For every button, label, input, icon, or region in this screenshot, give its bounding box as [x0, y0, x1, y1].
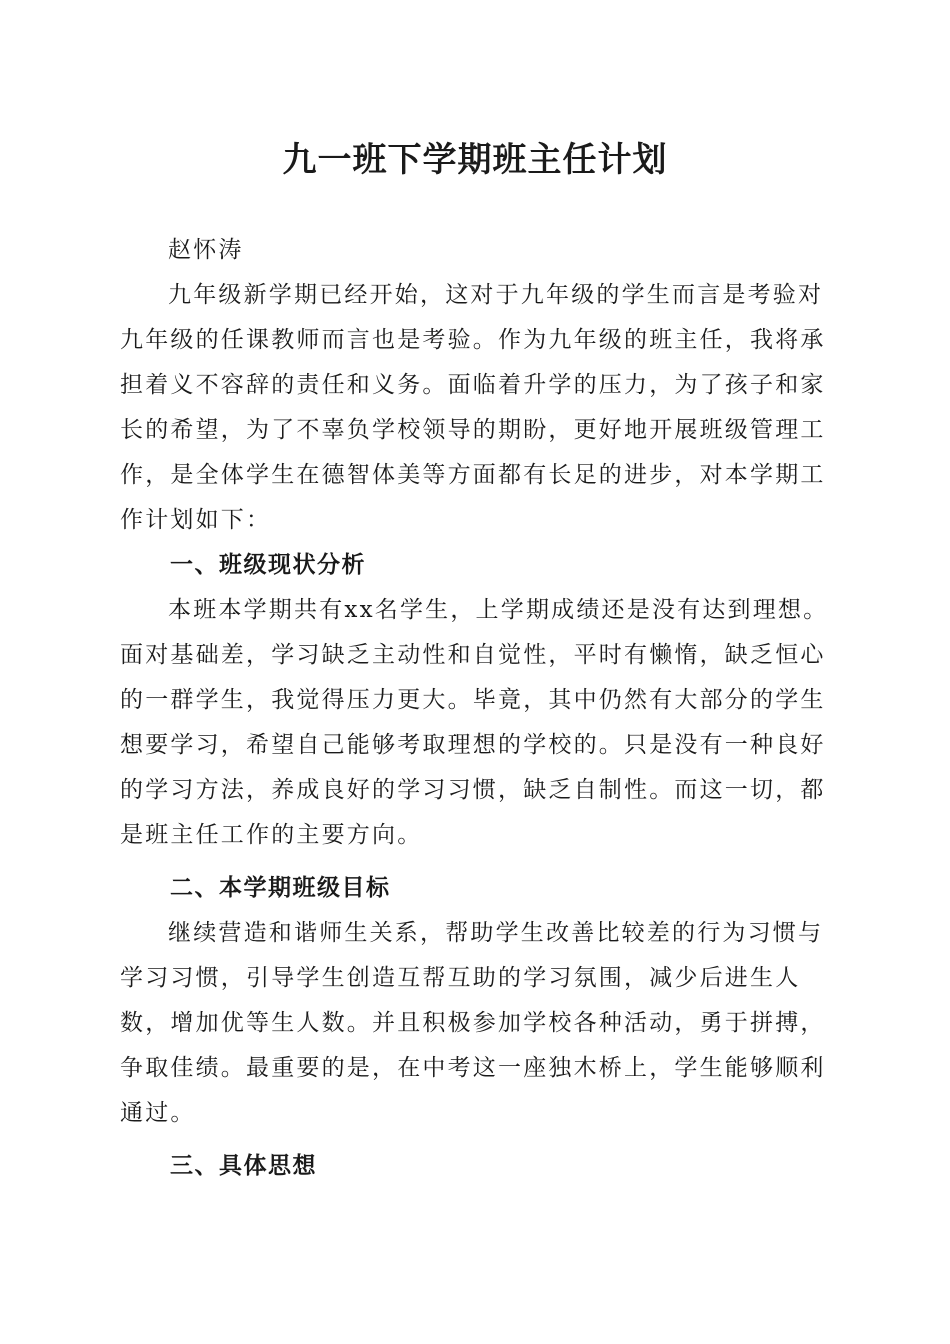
- document-title: 九一班下学期班主任计划: [282, 140, 668, 180]
- intro-paragraph: 九年级新学期已经开始，这对于九年级的学生而言是考验对九年级的任课教师而言也是考验。作为九年级的班主任，我将承担着义不容辞的责任和义务。面临着升学的压力，为了孩子和家长的希望，为了不辜负学校领导的期盼，更好地开展班级管理工作，是全体学生在德智体美等方面都有长足的进步，对本学期工作计划如下：: [120, 282, 826, 533]
- section-paragraph-2: 继续营造和谐师生关系，帮助学生改善比较差的行为习惯与学习习惯，引导学生创造互帮互助的学习氛围，减少后进生人数，增加优等生人数。并且积极参加学校各种活动，勇于拼搏，争取佳绩。最重要的是，在中考这一座独木桥上，学生能够顺利通过。: [120, 920, 826, 1126]
- document-body: [120, 228, 840, 1189]
- section-heading-3: 三、具体思想: [170, 1153, 317, 1179]
- section-paragraph-1: 本班本学期共有xx名学生，上学期成绩还是没有达到理想。面对基础差，学习缺乏主动性和自觉性，平时有懒惰，缺乏恒心的一群学生，我觉得压力更大。毕竟，其中仍然有大部分的学生想要学习，希望自己能够考取理想的学校的。只是没有一种良好的学习方法，养成良好的学习习惯，缺乏自制性。而这一切，都是班主任工作的主要方向。: [120, 597, 829, 848]
- section-heading-1: 一、班级现状分析: [170, 552, 366, 578]
- section-heading-2: 二、本学期班级目标: [170, 875, 391, 901]
- author-name: 赵怀涛: [168, 237, 244, 263]
